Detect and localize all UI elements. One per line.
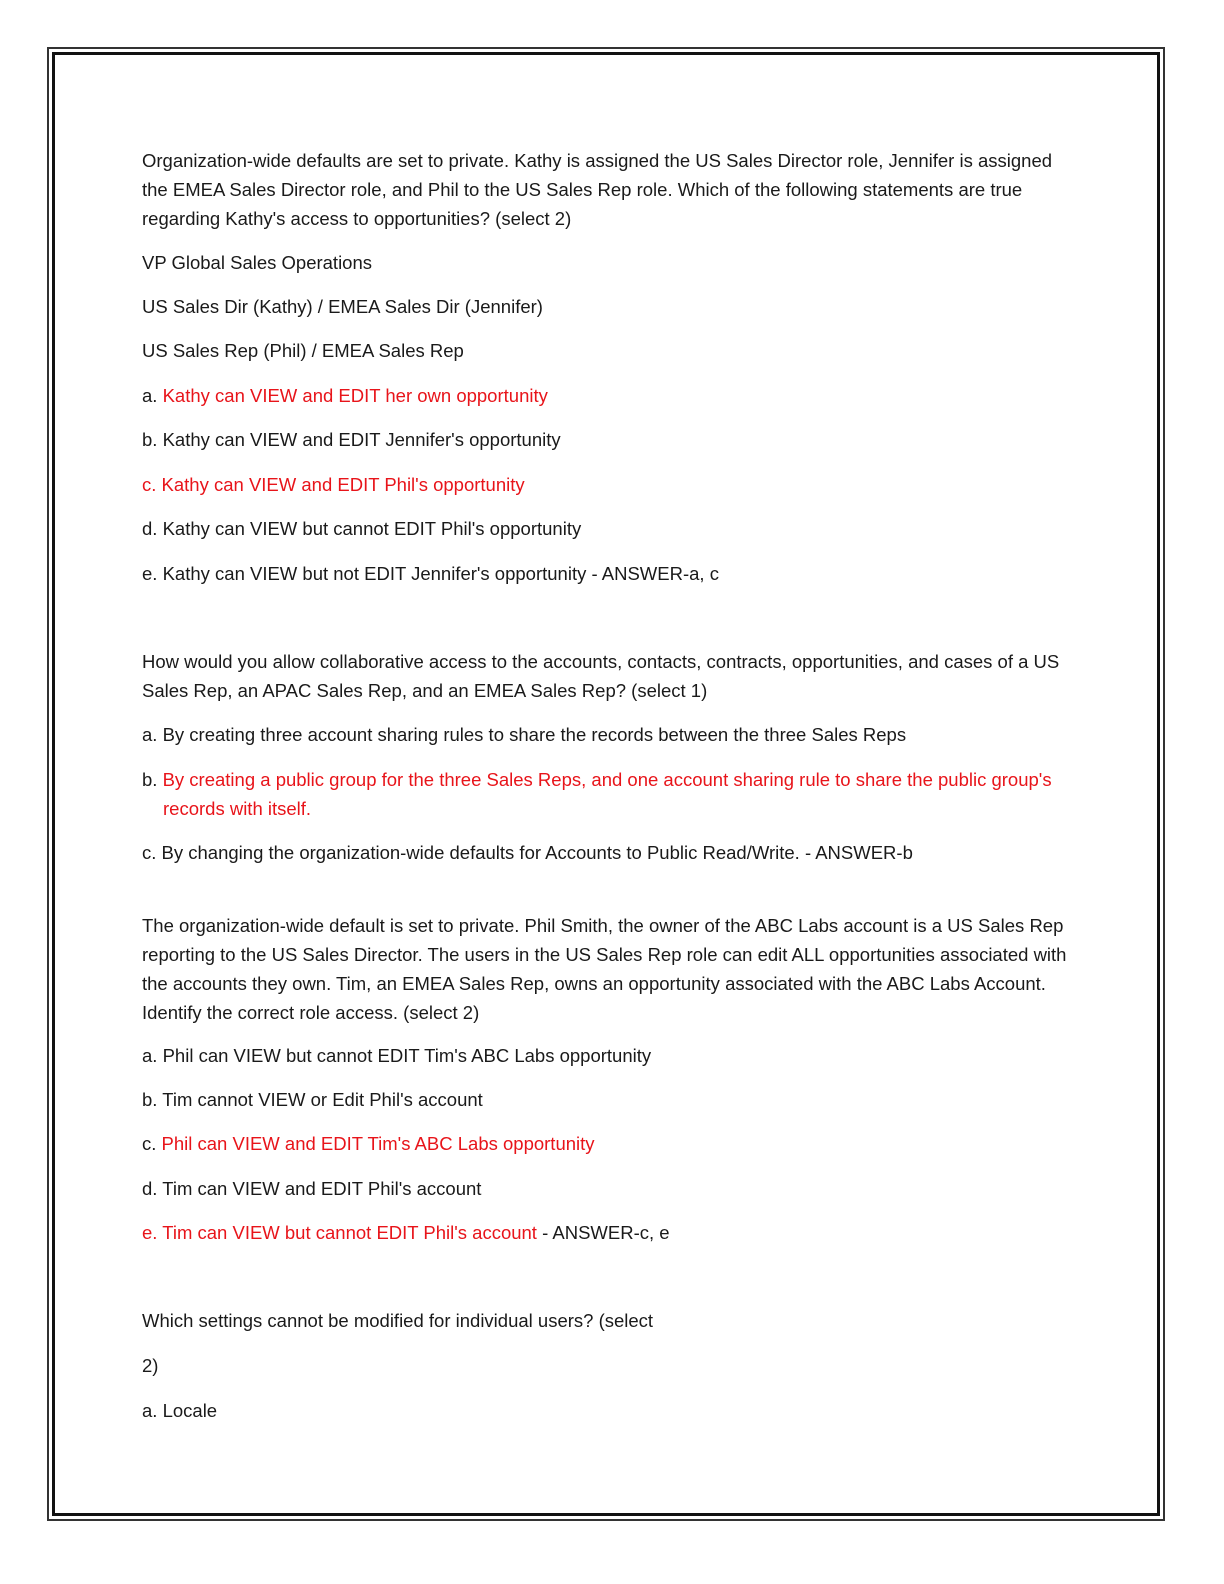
hierarchy-line-1: VP Global Sales Operations	[142, 252, 373, 273]
option-text: Kathy can VIEW but not EDIT Jennifer's opportunity - ANSWER-a, c	[162, 563, 719, 584]
answer-key: - ANSWER-c, e	[536, 1222, 670, 1243]
q4-option-a	[142, 1396, 217, 1425]
q2-option-a	[142, 720, 906, 749]
option-letter: d.	[142, 518, 163, 539]
question-4-stem-line-2: 2)	[142, 1355, 159, 1376]
q3-option-e	[142, 1218, 670, 1247]
q2-option-b	[142, 765, 1083, 823]
option-letter: a.	[142, 724, 163, 745]
option-letter: d.	[142, 1178, 163, 1199]
option-text: Kathy can VIEW and EDIT Jennifer's opportunity	[162, 429, 561, 450]
question-2-stem: How would you allow collaborative access to the accounts, contacts, contracts, opportunities, and cases of a US Sales Rep, an APAC Sales Rep, and an EMEA Sales Rep? (select 1)	[142, 651, 1060, 701]
q2-option-c	[142, 838, 913, 867]
question-4-stem-line-1: Which settings cannot be modified for individual users? (select	[142, 1310, 654, 1331]
q1-option-d	[142, 514, 581, 543]
q1-option-a	[142, 381, 548, 410]
option-text: By creating three account sharing rules to share the records between the three Sales Reps	[162, 724, 907, 745]
q3-option-b	[142, 1085, 483, 1114]
option-text: Tim cannot VIEW or Edit Phil's account	[162, 1089, 483, 1110]
option-text-correct: Kathy can VIEW and EDIT Phil's opportunity	[161, 474, 525, 495]
hierarchy-line-2: US Sales Dir (Kathy) / EMEA Sales Dir (Jennifer)	[142, 296, 543, 317]
option-letter: b.	[142, 1089, 163, 1110]
q3-option-c	[142, 1129, 595, 1158]
q3-option-a	[142, 1041, 651, 1070]
q1-option-b	[142, 425, 561, 454]
question-2	[142, 647, 1072, 705]
q3-option-d	[142, 1174, 481, 1203]
question-1	[142, 146, 1072, 233]
question-3	[142, 911, 1072, 1027]
option-text: Locale	[162, 1400, 218, 1421]
hierarchy-line-3: US Sales Rep (Phil) / EMEA Sales Rep	[142, 340, 464, 361]
option-letter: b.	[142, 429, 163, 450]
option-letter: a.	[142, 1045, 163, 1066]
option-text: By changing the organization-wide defaults for Accounts to Public Read/Write. - ANSWER-b	[161, 842, 913, 863]
option-text: Phil can VIEW but cannot EDIT Tim's ABC Labs opportunity	[162, 1045, 652, 1066]
option-letter: b.	[142, 769, 163, 790]
option-letter: c.	[142, 1133, 162, 1154]
question-1-stem: Organization-wide defaults are set to private. Kathy is assigned the US Sales Director role, Jennifer is assigned the EMEA Sales Director role, and Phil to the US Sales Rep role. Which of the following statements are true regarding Kathy's access to opportunities? (select 2)	[142, 150, 1053, 229]
option-letter: c.	[142, 474, 162, 495]
option-letter: a.	[142, 385, 163, 406]
option-text: Kathy can VIEW but cannot EDIT Phil's opportunity	[162, 518, 582, 539]
option-letter: c.	[142, 842, 162, 863]
option-letter: e.	[142, 1222, 163, 1243]
option-text-correct: Phil can VIEW and EDIT Tim's ABC Labs opportunity	[161, 1133, 595, 1154]
q1-option-c	[142, 470, 525, 499]
option-text: Tim can VIEW and EDIT Phil's account	[162, 1178, 482, 1199]
q1-option-e	[142, 559, 719, 588]
option-text-correct: By creating a public group for the three Sales Reps, and one account sharing rule to share the public group's records with itself.	[162, 769, 1052, 819]
question-3-stem: The organization-wide default is set to private. Phil Smith, the owner of the ABC Labs account is a US Sales Rep reporting to the US Sales Director. The users in the US Sales Rep role can edit ALL opportunities associated with the accounts they own. Tim, an EMEA Sales Rep, owns an opportunity associated with the ABC Labs Account. Identify the correct role access. (select 2)	[142, 915, 1067, 1023]
option-letter: a.	[142, 1400, 163, 1421]
option-text-correct: Tim can VIEW but cannot EDIT Phil's account	[162, 1222, 537, 1243]
option-letter: e.	[142, 563, 163, 584]
option-text-correct: Kathy can VIEW and EDIT her own opportunity	[162, 385, 548, 406]
